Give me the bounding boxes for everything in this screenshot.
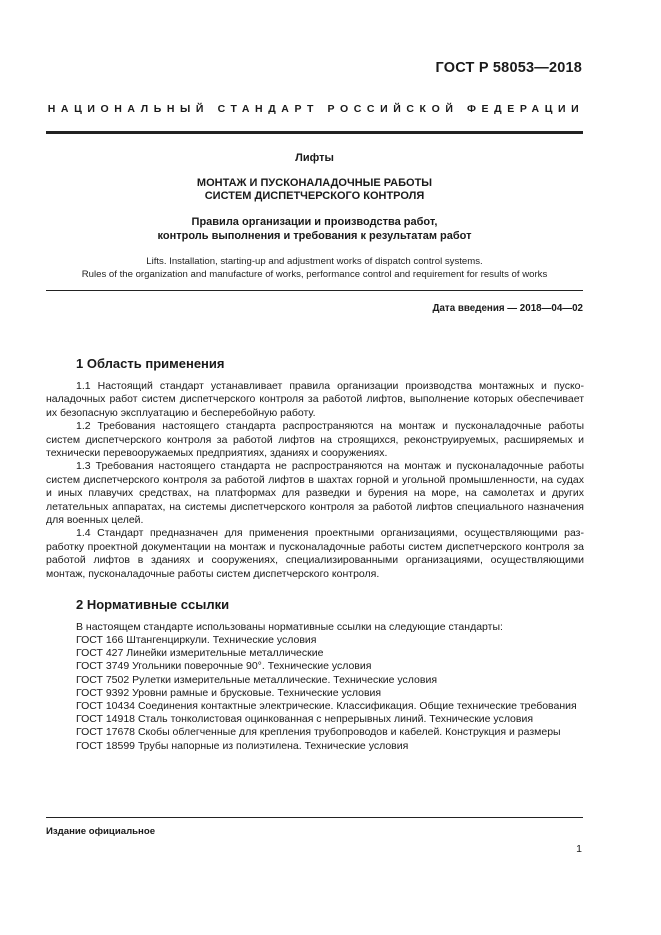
title-divider [46,290,583,291]
reference-item: ГОСТ 14918 Сталь тонколистовая оцинкованная с непрерывных линий. Технические условия [76,713,534,726]
subject-title: Лифты [295,152,334,164]
paragraph-1-2: 1.2 Требования настоящего стандарта распространяются на монтаж и пусконаладочные работы систем диспетчерского контроля за работой лифтов на строящихся, реконструируемых, расширяемых и технически перевооружаемых предприятиях, зданиях и сооружениях. [46,420,584,460]
reference-item: ГОСТ 10434 Соединения контактные электрические. Классификация. Общие технические требования [76,700,577,713]
reference-item: ГОСТ 7502 Рулетки измерительные металлические. Технические условия [76,673,438,686]
english-title-line-2: Rules of the organization and manufacture of works, performance control and requirement for results of works [81,269,548,280]
reference-item: ГОСТ 3749 Угольники поверочные 90°. Технические условия [76,660,372,673]
paragraph-1-3: 1.3 Требования настоящего стандарта не распространяются на монтаж и пусконаладочные работы систем диспетчерского контроля за работой лифтов в шахтах горной и угольной промышленности, на судах и иных плавучих средствах, на платформах для разведки и бурения на море, на самолетах и других летательных аппаратах, на системы диспетчерского контроля за работой лифтов специального назначения для военных целей. [46,460,584,527]
page-number: 1 [576,843,582,855]
footer-divider [46,817,583,818]
main-title-line-2: СИСТЕМ ДИСПЕТЧЕРСКОГО КОНТРОЛЯ [204,190,425,202]
normative-references-list [46,634,584,753]
reference-item: ГОСТ 18599 Трубы напорные из полиэтилена. Технические условия [76,739,409,752]
section-2-intro [46,621,584,634]
subtitle-line-2: контроль выполнения и требования к результатам работ [157,230,472,242]
header-divider [46,131,583,134]
standard-number: ГОСТ Р 58053—2018 [435,60,582,76]
references-intro: В настоящем стандарте использованы нормативные ссылки на следующие стандарты: [76,621,503,633]
reference-item: ГОСТ 166 Штангенциркули. Технические условия [76,634,317,646]
reference-item: ГОСТ 17678 Скобы облегченные для крепления трубопроводов и кабелей. Конструкция и размеры [76,726,561,739]
section-1-body [46,380,584,581]
subtitle-line-1: Правила организации и производства работ, [191,216,438,228]
english-title-line-1: Lifts. Installation, starting-up and adjustment works of dispatch control systems. [146,256,483,267]
paragraph-1-4: 1.4 Стандарт предназначен для применения проектными организациями, осуществляющими разработку проектной документации на монтаж и пусконаладочные работы систем диспетчерского контроля за работой лифтов в зданиях и сооружениях, специализированными организациями, осуществляющими монтаж, пусконаладочные работы систем диспетчерского контроля. [46,527,584,580]
reference-item: ГОСТ 9392 Уровни рамные и брусковые. Технические условия [76,686,382,699]
national-standard-banner: НАЦИОНАЛЬНЫЙ СТАНДАРТ РОССИЙСКОЙ ФЕДЕРАЦИИ [47,103,585,115]
introduction-date: Дата введения — 2018—04—02 [432,303,583,314]
reference-item: ГОСТ 427 Линейки измерительные металлические [76,647,324,660]
section-2-heading: 2 Нормативные ссылки [76,597,230,612]
paragraph-1-1: 1.1 Настоящий стандарт устанавливает правила организации производства монтажных и пусконаладочных работ систем диспетчерского контроля за работой лифтов, выполнение которых обеспечивает их безопасную эксплуатацию и бесперебойную работу. [46,380,584,419]
section-1-heading: 1 Область применения [76,356,225,371]
main-title-line-1: МОНТАЖ И ПУСКОНАЛАДОЧНЫЕ РАБОТЫ [196,177,433,189]
official-edition-label: Издание официальное [46,826,156,837]
